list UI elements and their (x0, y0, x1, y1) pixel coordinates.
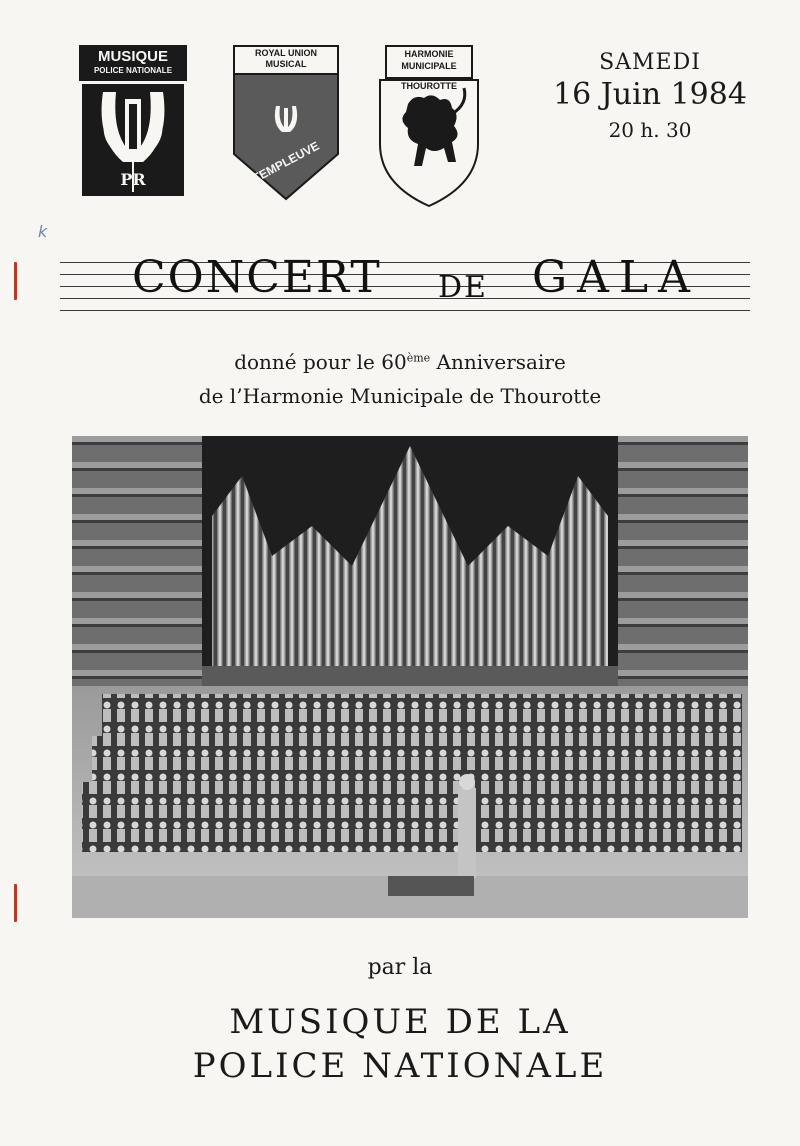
subtitle-prefix: donné pour le 60 (234, 350, 407, 374)
organization-line-2: POLICE NATIONALE (192, 1046, 608, 1086)
title-word-de: DE (438, 270, 488, 305)
date-block (550, 50, 750, 142)
concert-day: SAMEDI (599, 50, 701, 75)
staff-line (60, 310, 750, 311)
subtitle-suffix: Anniversaire (430, 350, 566, 374)
police-crest-subtitle: POLICE NATIONALE (93, 66, 173, 75)
subtitle-line-1 (0, 350, 800, 374)
thourotte-crest-name: THOUROTTE (401, 81, 457, 91)
title-word-gala: GALA (532, 252, 700, 303)
edge-mark-bottom (14, 884, 17, 922)
concert-date: 16 Juin 1984 (553, 77, 747, 112)
thourotte-crest (378, 44, 480, 208)
templeuve-crest-name: TEMPLEUVE (250, 138, 322, 186)
subtitle-line-2: de l’Harmonie Municipale de Thourotte (198, 384, 602, 408)
orchestra-photo (72, 436, 748, 918)
concert-time: 20 h. 30 (608, 118, 692, 142)
subtitle-ordinal: ème (406, 351, 431, 365)
orchestra-photo-image (72, 436, 748, 918)
thourotte-crest-line2: MUNICIPALE (401, 61, 457, 71)
templeuve-crest (232, 44, 340, 202)
thourotte-crest-line1: HARMONIE (404, 49, 454, 59)
police-crest-title: MUSIQUE (97, 48, 168, 65)
templeuve-crest-line2: MUSICAL (265, 59, 307, 69)
by-line: par la (367, 955, 433, 980)
concert-title (60, 250, 750, 320)
police-nationale-crest (78, 44, 188, 199)
pencil-mark: k (38, 222, 48, 241)
templeuve-crest-line1: ROYAL UNION (254, 48, 317, 58)
edge-mark-top (14, 262, 17, 300)
title-word-concert: CONCERT (132, 252, 382, 303)
organization-line-1: MUSIQUE DE LA (229, 1002, 571, 1042)
police-crest-monogram: PR (120, 170, 146, 189)
